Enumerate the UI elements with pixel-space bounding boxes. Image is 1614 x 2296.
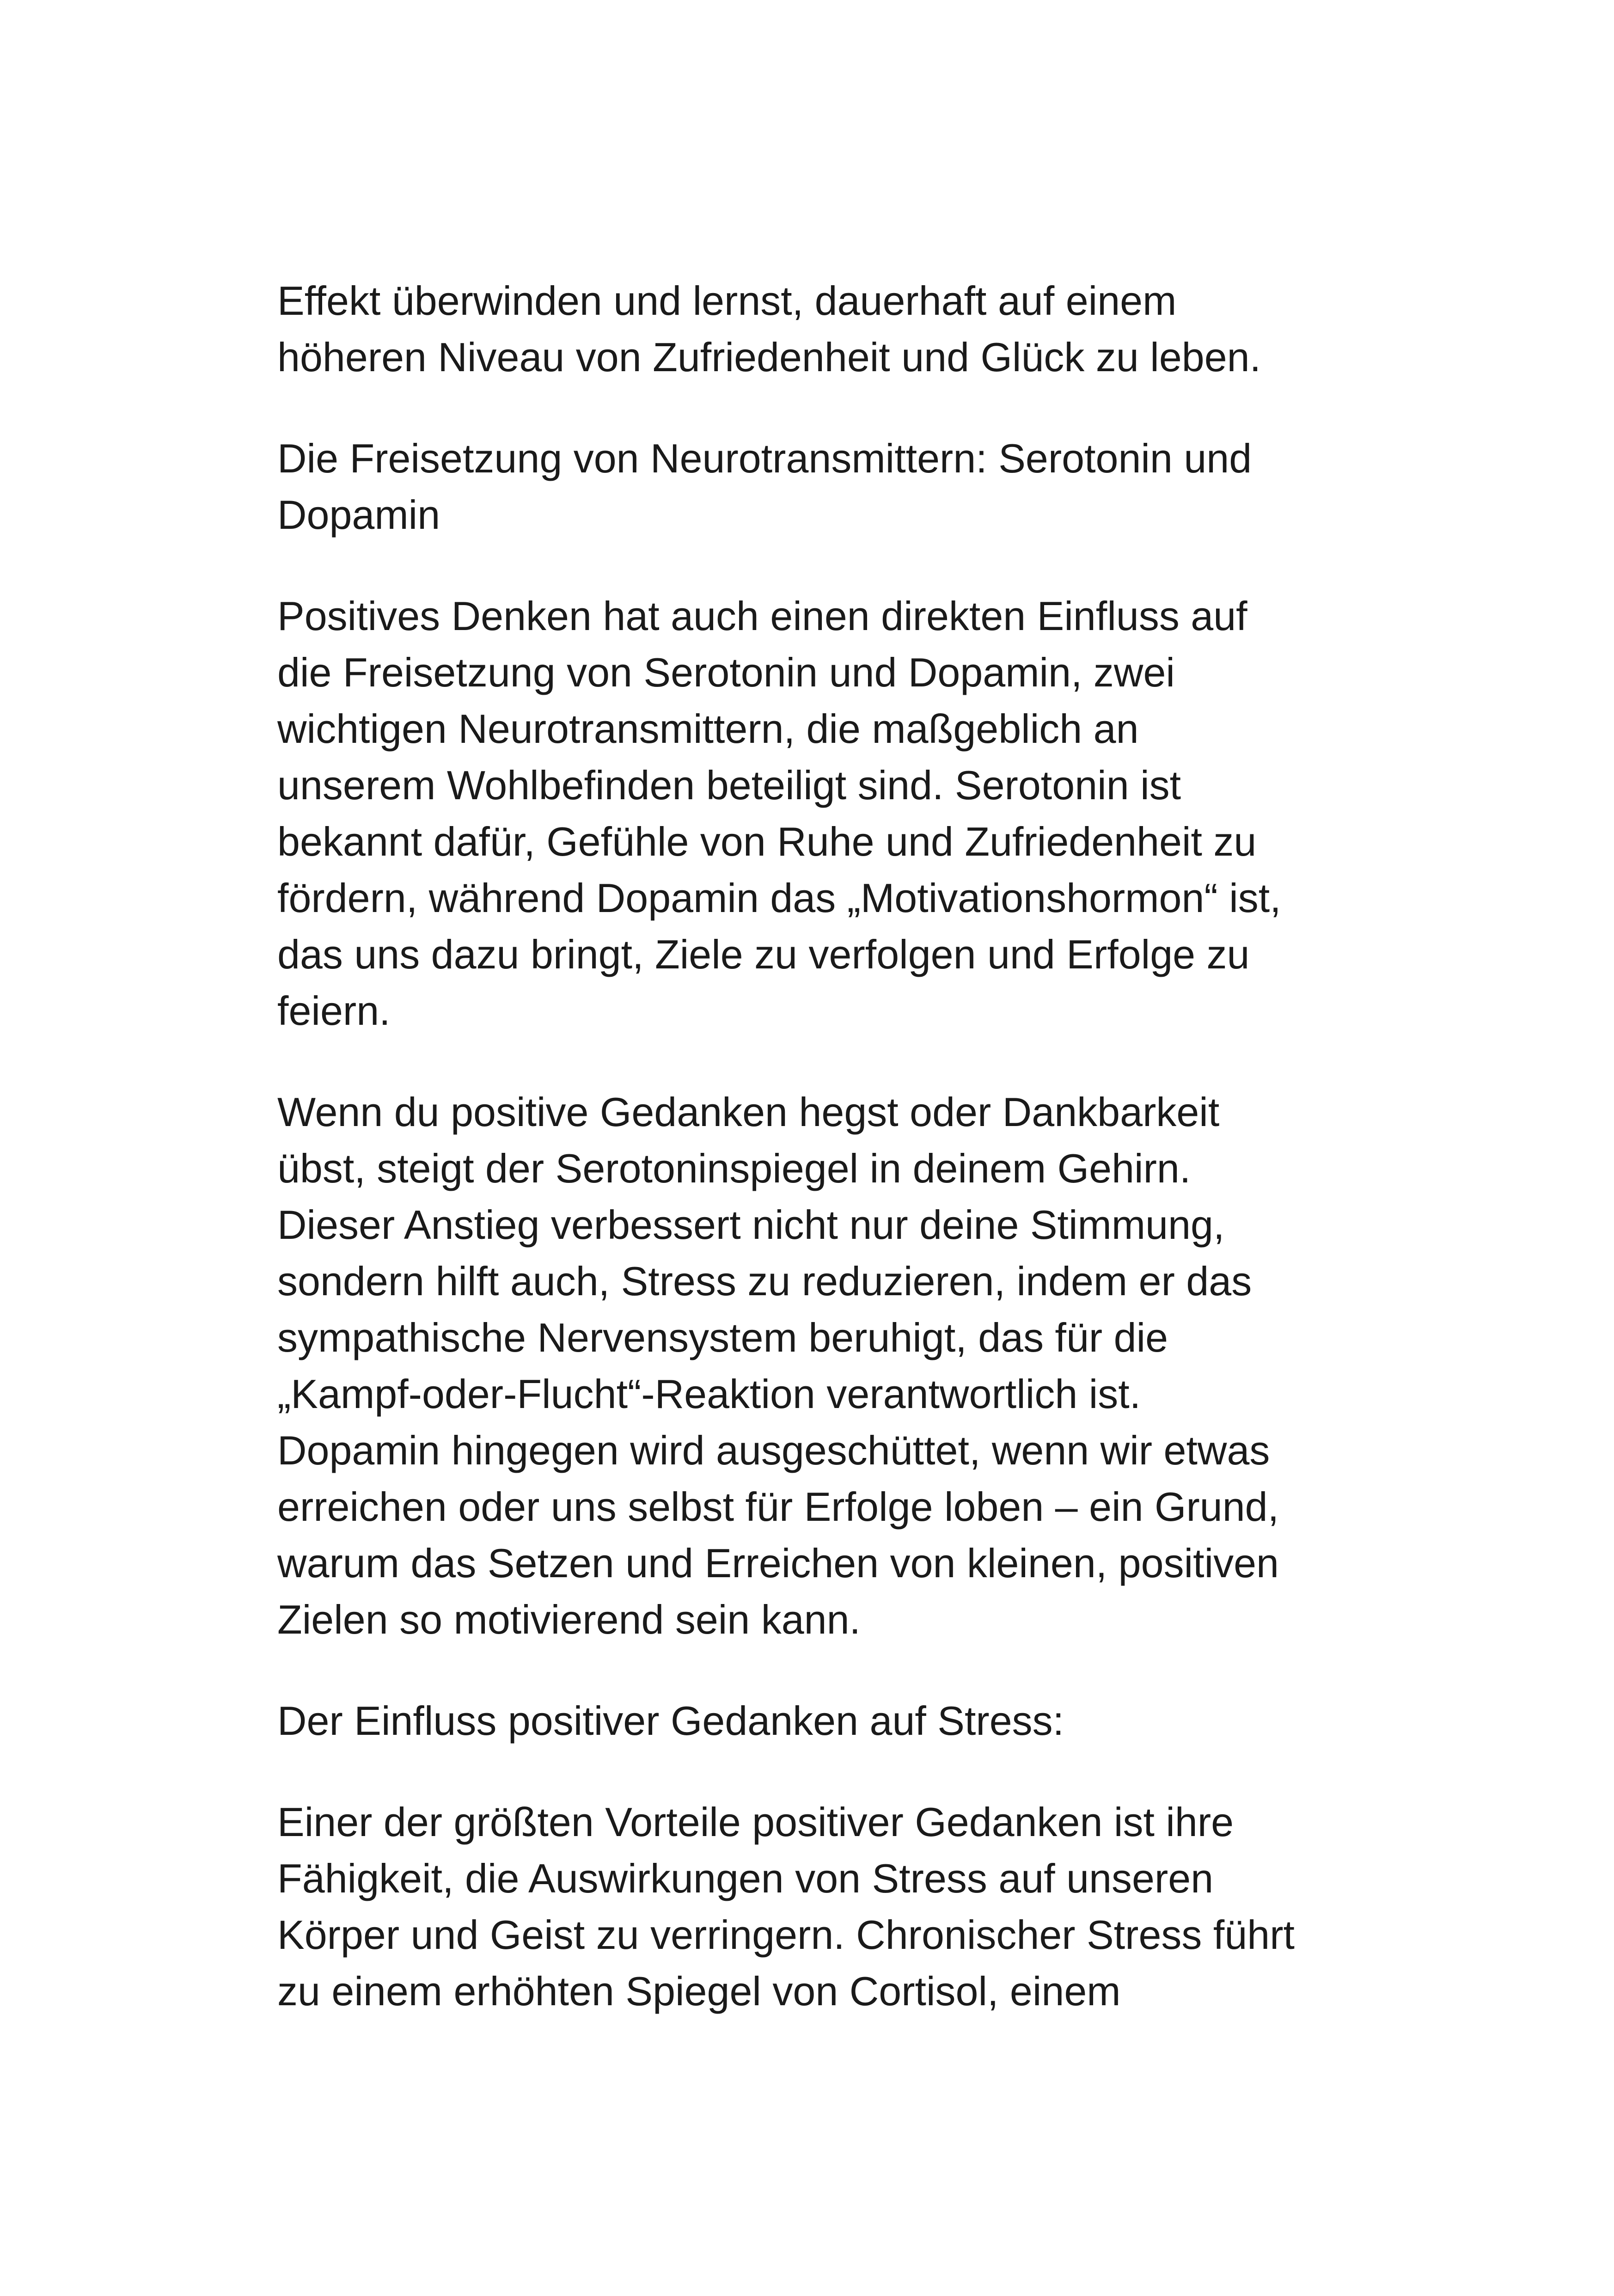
- text-line: Dopamin: [277, 492, 440, 538]
- text-line: Dieser Anstieg verbessert nicht nur deine Stimmung,: [277, 1202, 1225, 1248]
- text-line: zu einem erhöhten Spiegel von Cortisol, einem: [277, 1968, 1121, 2014]
- text-line: fördern, während Dopamin das „Motivationshormon“ ist,: [277, 875, 1281, 921]
- paragraph-intro-continuation: [277, 273, 1368, 386]
- text-line: Dopamin hingegen wird ausgeschüttet, wenn wir etwas: [277, 1427, 1270, 1473]
- text-line: Zielen so motivierend sein kann.: [277, 1597, 861, 1642]
- text-line: Körper und Geist zu verringern. Chronischer Stress führt: [277, 1912, 1295, 1958]
- text-line: die Freisetzung von Serotonin und Dopamin, zwei: [277, 649, 1175, 695]
- text-line: feiern.: [277, 988, 391, 1034]
- text-line: „Kampf-oder-Flucht“-Reaktion verantwortlich ist.: [277, 1371, 1141, 1417]
- text-line: höheren Niveau von Zufriedenheit und Glück zu leben.: [277, 334, 1261, 380]
- text-line: unserem Wohlbefinden beteiligt sind. Serotonin ist: [277, 762, 1181, 808]
- text-line: sympathische Nervensystem beruhigt, das für die: [277, 1315, 1168, 1360]
- text-line: Fähigkeit, die Auswirkungen von Stress auf unseren: [277, 1855, 1214, 1901]
- text-line: übst, steigt der Serotoninspiegel in deinem Gehirn.: [277, 1145, 1191, 1191]
- text-line: Einer der größten Vorteile positiver Gedanken ist ihre: [277, 1799, 1234, 1845]
- text-line: warum das Setzen und Erreichen von kleinen, positiven: [277, 1540, 1279, 1586]
- paragraph-positive-gedanken: [277, 1084, 1368, 1648]
- text-line: sondern hilft auch, Stress zu reduzieren, indem er das: [277, 1258, 1252, 1304]
- text-line: wichtigen Neurotransmittern, die maßgeblich an: [277, 706, 1139, 752]
- text-line: Positives Denken hat auch einen direkten Einfluss auf: [277, 593, 1247, 639]
- text-line: Wenn du positive Gedanken hegst oder Dankbarkeit: [277, 1089, 1220, 1135]
- section-heading-stress: [277, 1693, 1368, 1749]
- text-line: erreichen oder uns selbst für Erfolge loben – ein Grund,: [277, 1484, 1279, 1530]
- text-line: Effekt überwinden und lernst, dauerhaft auf einem: [277, 278, 1177, 324]
- text-line: bekannt dafür, Gefühle von Ruhe und Zufriedenheit zu: [277, 819, 1257, 864]
- text-line: Der Einfluss positiver Gedanken auf Stress:: [277, 1698, 1064, 1744]
- document-body: [277, 273, 1368, 2064]
- text-line: das uns dazu bringt, Ziele zu verfolgen und Erfolge zu: [277, 931, 1250, 977]
- section-heading-neurotransmitters: [277, 430, 1368, 543]
- text-line: Die Freisetzung von Neurotransmittern: Serotonin und: [277, 435, 1252, 481]
- paragraph-stress-cortisol: [277, 1794, 1368, 2020]
- paragraph-serotonin-dopamin: [277, 588, 1368, 1039]
